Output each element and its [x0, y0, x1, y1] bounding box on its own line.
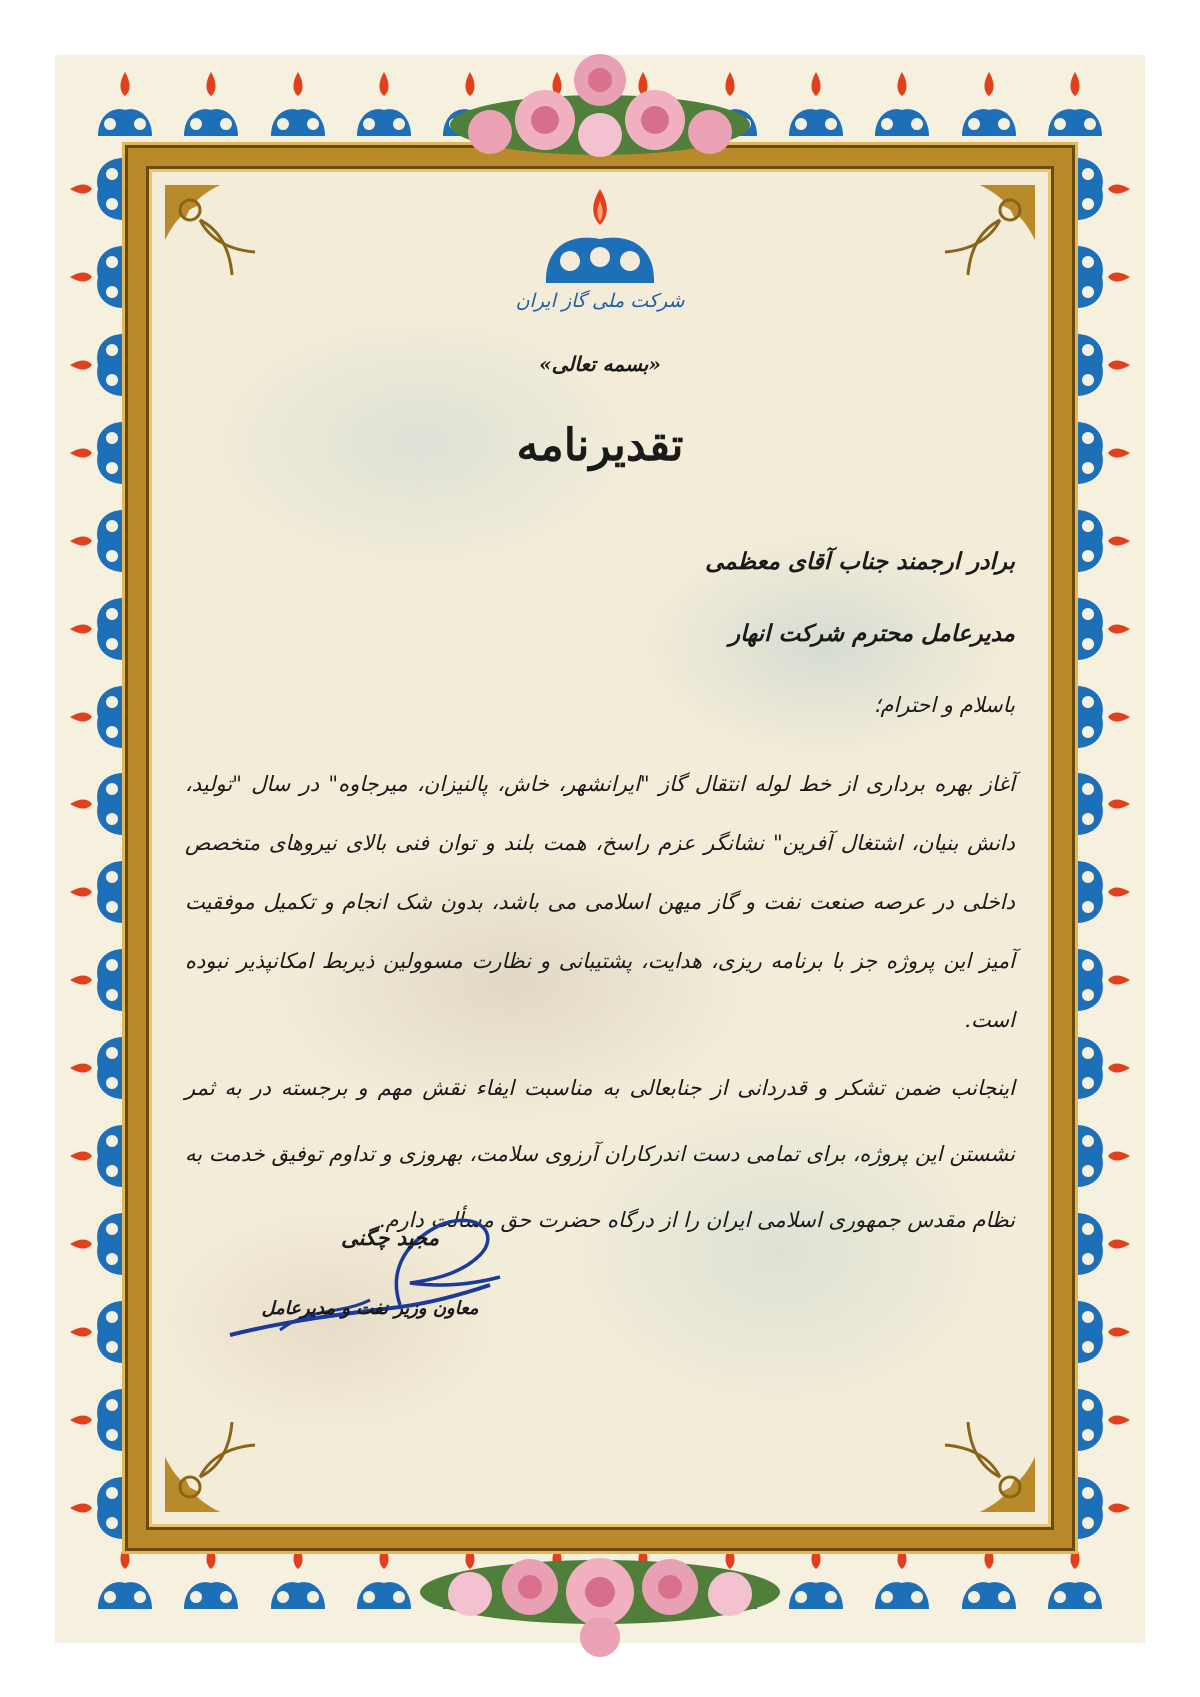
signature-icon [200, 1195, 540, 1345]
corner-ornament-icon [930, 1407, 1040, 1517]
flame-motif-icon [781, 1539, 851, 1617]
flame-motif-icon [176, 66, 246, 144]
company-name: شرکت ملی گاز ایران [515, 290, 685, 312]
flame-motif-icon [1068, 1029, 1138, 1107]
right-motif-column [1068, 150, 1138, 1547]
flame-motif-icon [867, 66, 937, 144]
flame-motif-icon [90, 66, 160, 144]
flame-motif-icon [1068, 150, 1138, 228]
greeting: باسلام و احترام؛ [873, 693, 1015, 717]
recipient-position: مدیرعامل محترم شرکت انهار [728, 620, 1015, 647]
flame-motif-icon [62, 678, 132, 756]
invocation-heading: «بسمه تعالی» [539, 352, 661, 376]
left-motif-column [62, 150, 132, 1547]
flame-motif-icon [1068, 1293, 1138, 1371]
flame-motif-icon [1068, 1117, 1138, 1195]
flame-motif-icon [62, 941, 132, 1019]
flame-motif-icon [62, 1029, 132, 1107]
flame-motif-icon [1068, 1469, 1138, 1547]
flame-motif-icon [62, 414, 132, 492]
flame-motif-icon [62, 765, 132, 843]
flame-motif-icon [62, 326, 132, 404]
body-paragraph-2: اینجانب ضمن تشکر و قدردانی از جنابعالی به مناسبت ایفاء نقش مهم و برجسته در به ثمر نشستن این پروژه، برای تمامی دست اندرکاران آرزوی سلامت، بهروزی و تداوم توفیق خدمت به نظام مقدس جمهوری اسلامی ایران را از درگاه حضرت حق مسألت دارم. [185, 1076, 1015, 1232]
flame-motif-icon [62, 1469, 132, 1547]
national-iranian-gas-company-logo-icon [540, 185, 660, 290]
certificate-title: تقدیرنامه [516, 420, 684, 471]
recipient-line: برادر ارجمند جناب آقای معظمی [705, 548, 1015, 575]
flame-motif-icon [176, 1539, 246, 1617]
flame-motif-icon [1068, 678, 1138, 756]
corner-ornament-icon [930, 180, 1040, 290]
body-paragraph-1: آغاز بهره برداری از خط لوله انتقال گاز "ایرانشهر، خاش، پالنیزان، میرجاوه" در سال "تولید، دانش بنیان، اشتغال آفرین" نشانگر عزم راسخ، همت بلند و توان فنی بالای نیروهای متخصص داخلی در عرصه صنعت نفت و گاز میهن اسلامی می باشد، بدون شک انجام و تکمیل موفقیت آمیز این پروژه جز با برنامه ریزی، هدایت، پشتیبانی و نظارت مسوولین ذیربط امکانپذیر نبوده است. [185, 772, 1015, 1032]
flame-motif-icon [1040, 1539, 1110, 1617]
flame-motif-icon [1068, 502, 1138, 580]
flame-motif-icon [62, 238, 132, 316]
signer-name: مجید چگنی [341, 1225, 439, 1250]
flame-motif-icon [62, 1117, 132, 1195]
flame-motif-icon [62, 502, 132, 580]
flame-motif-icon [1068, 853, 1138, 931]
flame-motif-icon [349, 1539, 419, 1617]
flame-motif-icon [263, 1539, 333, 1617]
flame-motif-icon [62, 1381, 132, 1459]
flame-motif-icon [62, 590, 132, 668]
flame-motif-icon [62, 853, 132, 931]
flame-motif-icon [1068, 238, 1138, 316]
flame-motif-icon [1068, 1205, 1138, 1283]
flame-motif-icon [62, 150, 132, 228]
flame-motif-icon [62, 1205, 132, 1283]
flame-motif-icon [1068, 414, 1138, 492]
flame-motif-icon [954, 66, 1024, 144]
corner-ornament-icon [160, 180, 270, 290]
flame-motif-icon [1068, 590, 1138, 668]
flame-motif-icon [62, 1293, 132, 1371]
flame-motif-icon [1068, 941, 1138, 1019]
flame-motif-icon [1068, 326, 1138, 404]
flame-motif-icon [263, 66, 333, 144]
flame-motif-icon [90, 1539, 160, 1617]
corner-ornament-icon [160, 1407, 270, 1517]
flame-motif-icon [1068, 1381, 1138, 1459]
flower-garland-icon [450, 40, 750, 170]
flame-motif-icon [867, 1539, 937, 1617]
flame-motif-icon [1040, 66, 1110, 144]
flame-motif-icon [1068, 765, 1138, 843]
flower-garland-icon [420, 1532, 780, 1662]
signer-title: معاون وزیر نفت و مدیرعامل [261, 1298, 479, 1319]
flame-motif-icon [349, 66, 419, 144]
flame-motif-icon [781, 66, 851, 144]
flame-motif-icon [954, 1539, 1024, 1617]
